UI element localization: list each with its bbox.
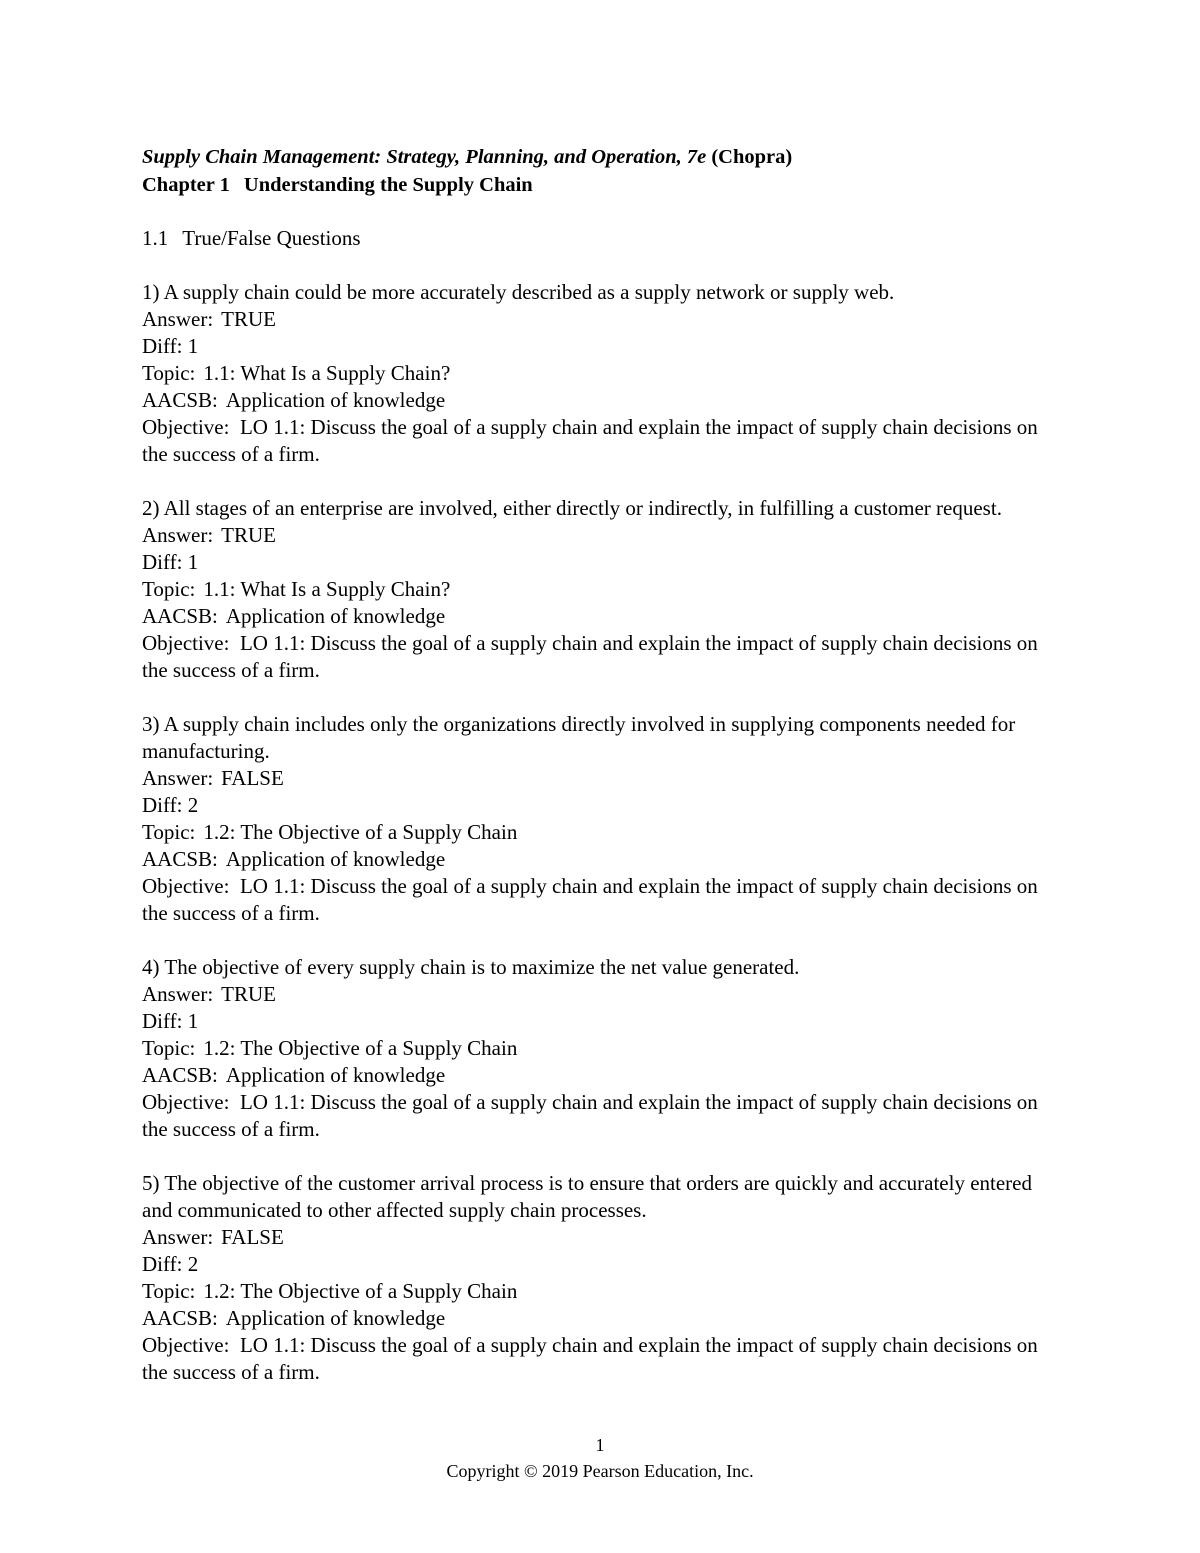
chapter-label: Chapter 1: [142, 174, 230, 196]
topic-line: [142, 819, 1042, 846]
answer-label: Answer:: [142, 1225, 214, 1249]
answer-value: TRUE: [221, 307, 276, 331]
page-number: 1: [595, 1435, 605, 1455]
objective-label: Objective:: [142, 631, 230, 655]
question-list: [142, 279, 1042, 1386]
answer-value: TRUE: [221, 982, 276, 1006]
answer-label: Answer:: [142, 766, 214, 790]
answer-value: FALSE: [221, 1225, 284, 1249]
aacsb-line: [142, 846, 1042, 873]
objective-line: [142, 630, 1042, 684]
chapter-title: Understanding the Supply Chain: [243, 174, 533, 196]
answer-line: [142, 981, 1042, 1008]
objective-line: [142, 1089, 1042, 1143]
aacsb-line: [142, 1062, 1042, 1089]
topic-label: Topic:: [142, 1036, 196, 1060]
topic-label: Topic:: [142, 577, 196, 601]
answer-label: Answer:: [142, 307, 214, 331]
section-title: True/False Questions: [182, 226, 361, 250]
topic-value: 1.2: The Objective of a Supply Chain: [203, 820, 518, 844]
diff-line: [142, 1008, 1042, 1035]
objective-value: LO 1.1: Discuss the goal of a supply chain and explain the impact of supply chain decisions on the success of a firm.: [142, 1333, 1038, 1384]
objective-label: Objective:: [142, 874, 230, 898]
aacsb-line: [142, 603, 1042, 630]
aacsb-value: Application of knowledge: [225, 1306, 446, 1330]
question-item: [142, 495, 1042, 684]
topic-line: [142, 360, 1042, 387]
document-page: [142, 143, 1042, 1386]
topic-value: 1.2: The Objective of a Supply Chain: [203, 1036, 518, 1060]
diff-line: [142, 333, 1042, 360]
question-text: 2) All stages of an enterprise are involved, either directly or indirectly, in fulfilling a customer request.: [142, 496, 1002, 520]
objective-value: LO 1.1: Discuss the goal of a supply chain and explain the impact of supply chain decisions on the success of a firm.: [142, 631, 1038, 682]
answer-line: [142, 765, 1042, 792]
diff-label: Diff:: [142, 1009, 183, 1033]
objective-value: LO 1.1: Discuss the goal of a supply chain and explain the impact of supply chain decisions on the success of a firm.: [142, 1090, 1038, 1141]
diff-value: 1: [187, 1009, 199, 1033]
aacsb-value: Application of knowledge: [225, 604, 446, 628]
objective-line: [142, 873, 1042, 927]
topic-value: 1.1: What Is a Supply Chain?: [203, 361, 451, 385]
answer-value: FALSE: [221, 766, 284, 790]
question-item: [142, 279, 1042, 468]
topic-value: 1.1: What Is a Supply Chain?: [203, 577, 451, 601]
diff-value: 2: [187, 1252, 199, 1276]
objective-value: LO 1.1: Discuss the goal of a supply chain and explain the impact of supply chain decisions on the success of a firm.: [142, 874, 1038, 925]
aacsb-line: [142, 387, 1042, 414]
question-text: 5) The objective of the customer arrival process is to ensure that orders are quickly and accurately entered and communicated to other affected supply chain processes.: [142, 1171, 1032, 1222]
answer-label: Answer:: [142, 982, 214, 1006]
aacsb-label: AACSB:: [142, 1063, 218, 1087]
answer-label: Answer:: [142, 523, 214, 547]
diff-label: Diff:: [142, 334, 183, 358]
section-number: 1.1: [142, 226, 169, 250]
topic-label: Topic:: [142, 820, 196, 844]
question-text: 3) A supply chain includes only the organizations directly involved in supplying components needed for manufacturing.: [142, 712, 1016, 763]
question-item: [142, 711, 1042, 927]
book-author: (Chopra): [711, 146, 793, 168]
diff-line: [142, 549, 1042, 576]
diff-line: [142, 792, 1042, 819]
answer-value: TRUE: [221, 523, 276, 547]
aacsb-label: AACSB:: [142, 388, 218, 412]
topic-line: [142, 1035, 1042, 1062]
book-title: [142, 143, 1042, 171]
diff-value: 2: [187, 793, 199, 817]
answer-line: [142, 1224, 1042, 1251]
aacsb-line: [142, 1305, 1042, 1332]
section-heading: [142, 225, 1042, 252]
aacsb-value: Application of knowledge: [225, 388, 446, 412]
aacsb-label: AACSB:: [142, 847, 218, 871]
question-text: 4) The objective of every supply chain is to maximize the net value generated.: [142, 955, 800, 979]
book-title-italic: Supply Chain Management: Strategy, Planning, and Operation, 7e: [142, 146, 707, 168]
diff-line: [142, 1251, 1042, 1278]
question-item: [142, 954, 1042, 1143]
question-text: 1) A supply chain could be more accurately described as a supply network or supply web.: [142, 280, 895, 304]
aacsb-value: Application of knowledge: [225, 847, 446, 871]
objective-line: [142, 1332, 1042, 1386]
diff-value: 1: [187, 334, 199, 358]
diff-label: Diff:: [142, 793, 183, 817]
objective-label: Objective:: [142, 1090, 230, 1114]
question-item: [142, 1170, 1042, 1386]
aacsb-label: AACSB:: [142, 1306, 218, 1330]
aacsb-label: AACSB:: [142, 604, 218, 628]
diff-label: Diff:: [142, 550, 183, 574]
aacsb-value: Application of knowledge: [225, 1063, 446, 1087]
topic-label: Topic:: [142, 1279, 196, 1303]
objective-value: LO 1.1: Discuss the goal of a supply chain and explain the impact of supply chain decisions on the success of a firm.: [142, 415, 1038, 466]
answer-line: [142, 306, 1042, 333]
topic-label: Topic:: [142, 361, 196, 385]
chapter-heading: [142, 171, 1042, 199]
diff-value: 1: [187, 550, 199, 574]
topic-line: [142, 576, 1042, 603]
copyright-notice: Copyright © 2019 Pearson Education, Inc.: [446, 1461, 754, 1481]
topic-line: [142, 1278, 1042, 1305]
objective-line: [142, 414, 1042, 468]
answer-line: [142, 522, 1042, 549]
topic-value: 1.2: The Objective of a Supply Chain: [203, 1279, 518, 1303]
objective-label: Objective:: [142, 415, 230, 439]
diff-label: Diff:: [142, 1252, 183, 1276]
objective-label: Objective:: [142, 1333, 230, 1357]
